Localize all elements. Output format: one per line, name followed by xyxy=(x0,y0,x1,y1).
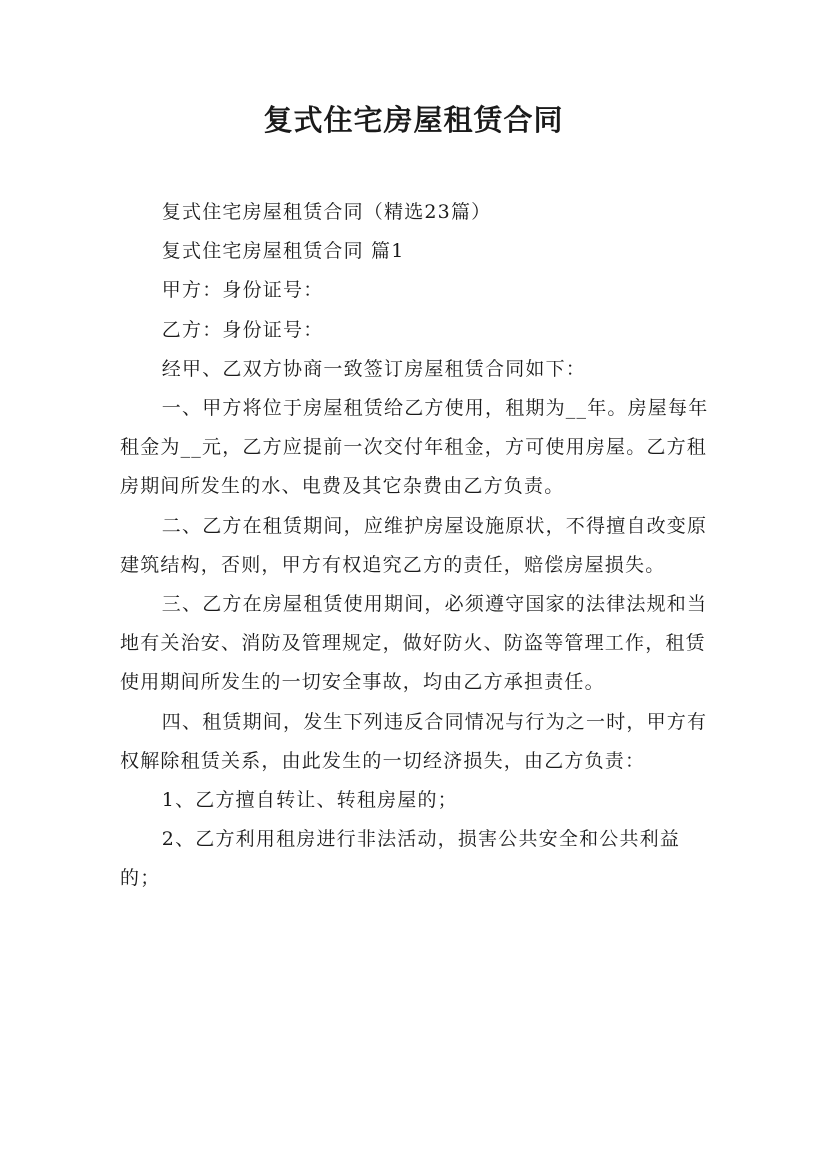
paragraph-clause-1: 一、甲方将位于房屋租赁给乙方使用，租期为__年。房屋每年租金为__元，乙方应提前一次交付年租金，方可使用房屋。乙方租房期间所发生的水、电费及其它杂费由乙方负责。 xyxy=(120,397,709,498)
paragraph-item-2: 2、乙方利用租房进行非法活动，损害公共安全和公共利益的； xyxy=(120,828,681,890)
paragraph-clause-3: 三、乙方在房屋租赁使用期间，必须遵守国家的法律法规和当地有关治安、消防及管理规定，做好防火、防盗等管理工作，租赁使用期间所发生的一切安全事故，均由乙方承担责任。 xyxy=(120,593,708,694)
paragraph-intro: 经甲、乙双方协商一致签订房屋租赁合同如下： xyxy=(161,357,586,380)
document-title: 复式住宅房屋租赁合同 xyxy=(263,103,564,137)
document-body xyxy=(120,193,720,899)
paragraph-item-1: 1、乙方擅自转让、转租房屋的； xyxy=(161,789,458,812)
paragraph-clause-4: 四、租赁期间，发生下列违反合同情况与行为之一时，甲方有权解除租赁关系，由此发生的一切经济损失，由乙方负责： xyxy=(120,710,708,772)
paragraph-party-b: 乙方：身份证号： xyxy=(161,318,324,341)
paragraph-subtitle: 复式住宅房屋租赁合同（精选23篇） xyxy=(161,201,492,223)
paragraph-party-a: 甲方：身份证号： xyxy=(161,279,324,302)
paragraph-section-heading: 复式住宅房屋租赁合同 篇1 xyxy=(161,240,405,263)
paragraph-clause-2: 二、乙方在租赁期间，应维护房屋设施原状，不得擅自改变原建筑结构，否则，甲方有权追究乙方的责任，赔偿房屋损失。 xyxy=(120,514,708,576)
